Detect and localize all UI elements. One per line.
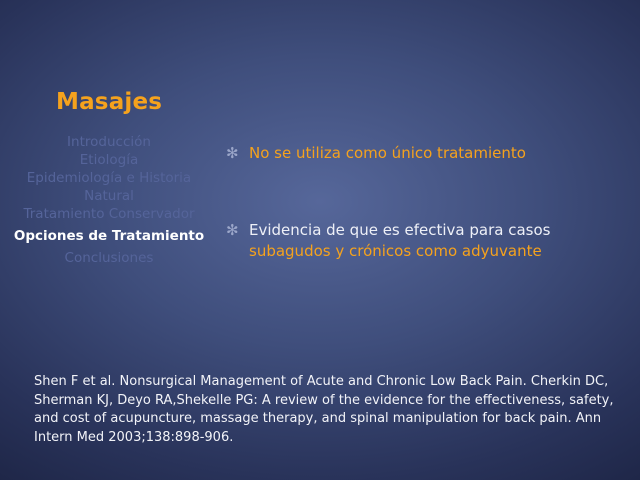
bullet-item — [226, 220, 626, 262]
section-navigation — [4, 133, 214, 267]
nav-item-conclusiones[interactable]: Conclusiones — [64, 250, 154, 266]
nav-item-introduccion[interactable]: Introducción — [67, 134, 151, 150]
nav-item-opciones-de-tratamiento[interactable]: Opciones de Tratamiento — [13, 228, 205, 244]
slide-title: Masajes — [56, 89, 163, 115]
asterisk-bullet-icon: ✻ — [226, 221, 239, 239]
asterisk-bullet-icon: ✻ — [226, 144, 239, 162]
bullet-text-orange: subagudos y crónicos como adyuvante — [249, 242, 542, 260]
nav-item-tratamiento-conservador[interactable]: Tratamiento Conservador — [23, 206, 195, 222]
nav-item-etiologia[interactable]: Etiología — [79, 152, 139, 168]
bullet-text-white: Evidencia de que es efectiva para casos — [249, 221, 551, 239]
nav-item-epidemiologia[interactable]: Epidemiología e Historia Natural — [26, 170, 192, 204]
bullet-item — [226, 143, 626, 164]
reference-citation: Shen F et al. Nonsurgical Management of Acute and Chronic Low Back Pain. Cherkin DC, Sherman KJ, Deyo RA,Shekelle PG: A review of the evidence for the effectiveness, safety, and cost of acupuncture, massage therapy, and spinal manipulation for back pain. Ann Intern Med 2003;138:898-906. — [34, 374, 614, 445]
bullet-text: No se utiliza como único tratamiento — [249, 144, 526, 162]
bullet-text — [249, 220, 626, 262]
